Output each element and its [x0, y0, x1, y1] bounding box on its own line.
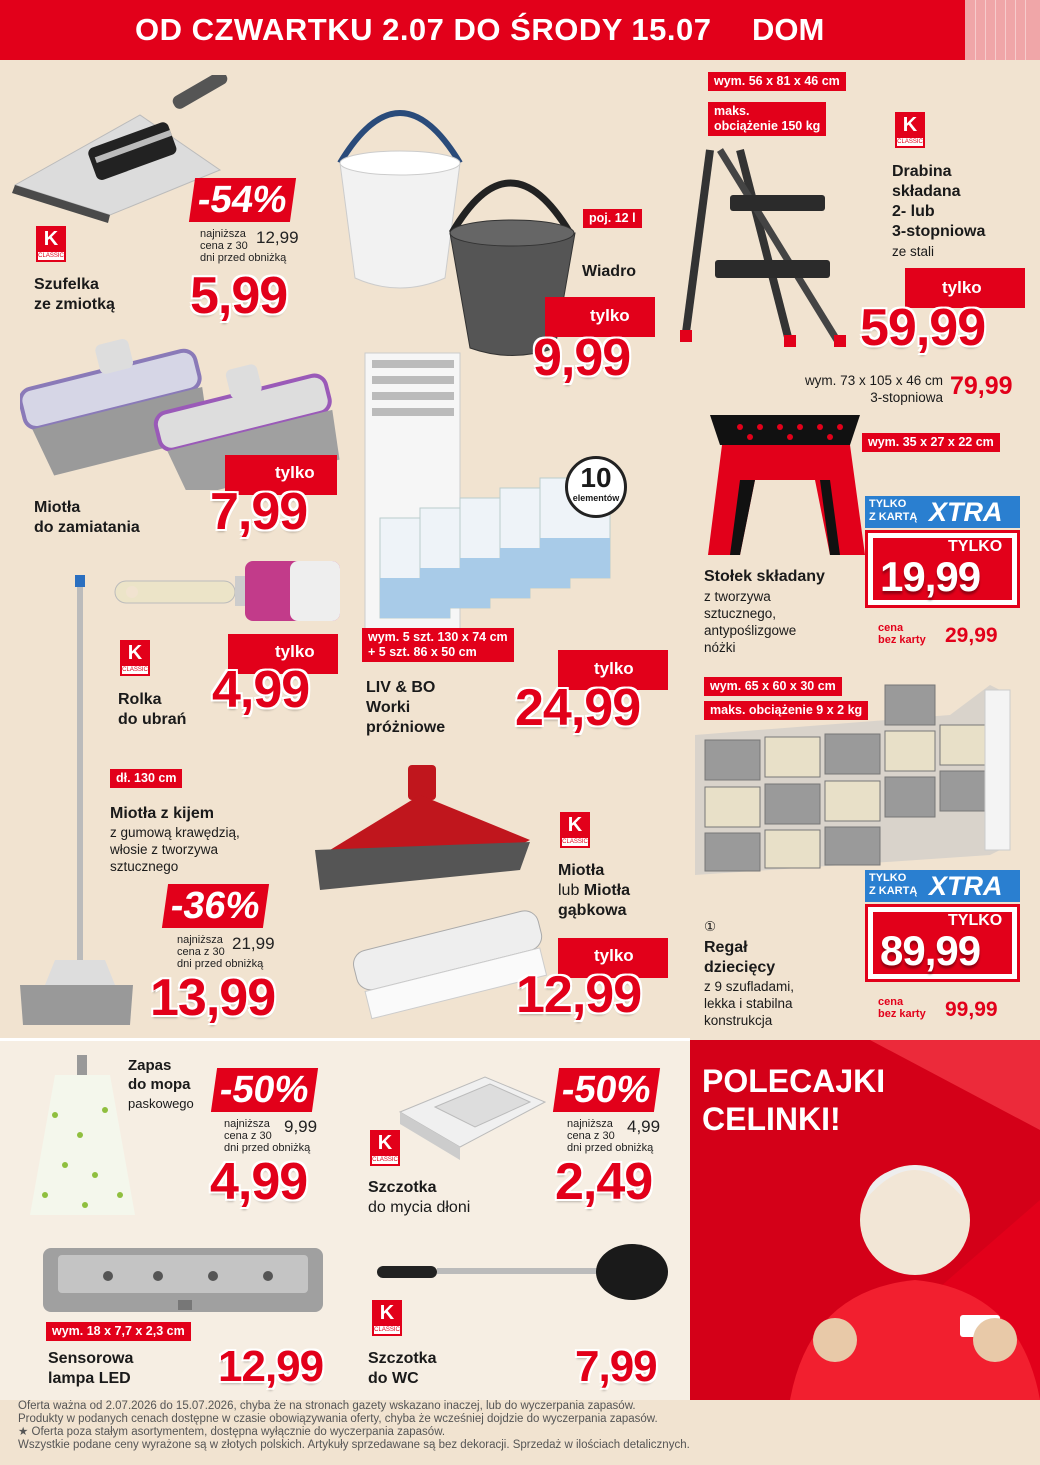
sponge-broom-name: Miotła lub Miotła gąbkowa	[558, 862, 631, 919]
sponge-broom-price: 12,99	[516, 966, 642, 1024]
led-dimensions-tag: wym. 18 x 7,7 x 2,3 cm	[46, 1322, 191, 1341]
led-price: 12,99	[218, 1342, 324, 1391]
wc-brush-price: 7,99	[575, 1342, 657, 1391]
broom-stick-lowest-price: 21,99	[232, 934, 275, 953]
wc-brush-image	[372, 1240, 672, 1310]
footer-line: Oferta ważna od 2.07.2026 do 15.07.2026, chyba że na stronach gazety wskazano inaczej, lub do wyczerpania zapasów.	[18, 1400, 636, 1412]
shelf-xtra-banner: TYLKO Z KARTĄ XTRA	[865, 870, 1020, 902]
ladder-dimensions-tag: wym. 56 x 81 x 46 cm	[708, 72, 846, 91]
k-classic-logo: K CLASSIC	[560, 812, 590, 848]
dustpan-lowest-price: 12,99	[256, 228, 299, 247]
broom-stick-lowest-label: najniższa cena z 30 dni przed obniżką	[177, 934, 264, 970]
shelf-no-card-price: 99,99	[945, 998, 998, 1021]
shelf-note-marker: ①	[704, 919, 717, 934]
ladder-name: Drabina składana 2- lub 3-stopniowa	[892, 163, 986, 240]
promo-title: POLECAJKI CELINKI!	[702, 1063, 886, 1137]
broom-stick-name: Miotła z kijem	[110, 805, 215, 822]
broom-stick-discount-badge: -36%	[162, 884, 269, 928]
lint-roller-price: 4,99	[212, 661, 310, 719]
stool-xtra-banner: TYLKO Z KARTĄ XTRA	[865, 496, 1020, 528]
stool-dimensions-tag: wym. 35 x 27 x 22 cm	[862, 433, 1000, 452]
bucket-name: Wiadro	[582, 263, 637, 280]
led-name: Sensorowa lampa LED	[48, 1350, 134, 1387]
dustpan-name: Szufelka ze zmiotką	[34, 276, 115, 313]
broom-stick-length-tag: dł. 130 cm	[110, 769, 182, 788]
broom-name: Miotła do zamiatania	[34, 499, 140, 536]
stool-no-card-price: 29,99	[945, 624, 998, 647]
shelf-no-card-label: cena bez karty	[878, 996, 926, 1020]
mop-discount-badge: -50%	[211, 1068, 318, 1112]
shelf-price: 89,99	[880, 927, 981, 974]
mop-image	[25, 1055, 140, 1225]
ladder-price: 59,99	[860, 299, 986, 357]
header-page-tabs	[965, 0, 1040, 60]
vacuum-bags-dimensions-tag: wym. 5 szt. 130 x 74 cm + 5 szt. 86 x 50 cm	[362, 628, 514, 662]
sponge-broom-tylko-label: tylko	[594, 946, 634, 965]
footer-line: ★ Oferta poza stałym asortymentem, dostępna wyłącznie do wyczerpania zapasów.	[18, 1426, 446, 1438]
stool-no-card-label: cena bez karty	[878, 622, 926, 646]
bucket-capacity-tag: poj. 12 l	[583, 209, 642, 228]
k-classic-logo: K CLASSIC	[895, 112, 925, 148]
shelf-tylko-label: TYLKO	[948, 912, 1003, 929]
header-section: DOM	[752, 12, 825, 47]
shelf-name: Regał dziecięcy	[704, 939, 776, 976]
mop-name: Zapas do mopa paskowego	[128, 1057, 194, 1111]
wc-brush-name: Szczotka do WC	[368, 1350, 437, 1387]
stool-image	[700, 405, 870, 565]
shelf-load-tag: maks. obciążenie 9 x 2 kg	[704, 701, 868, 720]
k-classic-logo: K CLASSIC	[370, 1130, 400, 1166]
hand-brush-lowest-price: 4,99	[627, 1117, 661, 1136]
footer-notes	[18, 1400, 1018, 1452]
hand-brush-image	[395, 1072, 555, 1162]
mop-price: 4,99	[210, 1153, 308, 1211]
shelf-dimensions-tag: wym. 65 x 60 x 30 cm	[704, 677, 842, 696]
hand-brush-price: 2,49	[555, 1153, 653, 1211]
promo-panel	[690, 1040, 1040, 1400]
shelf-desc: z 9 szufladami, lekka i stabilna konstrukcja	[704, 979, 795, 1028]
broom-price: 7,99	[210, 483, 308, 541]
dustpan-discount-badge: -54%	[189, 178, 296, 222]
led-lamp-image	[38, 1240, 328, 1320]
broom-stick-desc: z gumową krawędzią, włosie z tworzywa sztucznego	[110, 825, 240, 874]
ladder-alt-dim: wym. 73 x 105 x 46 cm 3-stopniowa	[804, 373, 943, 405]
lint-roller-name: Rolka do ubrań	[118, 691, 187, 728]
lint-roller-tylko-label: tylko	[275, 642, 315, 661]
dustpan-price: 5,99	[190, 267, 288, 325]
vacuum-bags-tylko-label: tylko	[594, 659, 634, 678]
hand-brush-lowest-label: najniższa cena z 30 dni przed obniżką	[567, 1118, 654, 1154]
vacuum-bags-price: 24,99	[515, 679, 641, 737]
bucket-tylko-label: tylko	[590, 306, 630, 325]
stool-price: 19,99	[880, 553, 981, 600]
broom-stick-price: 13,99	[150, 969, 276, 1027]
stool-tylko-label: TYLKO	[948, 538, 1003, 555]
vacuum-bags-name: LIV & BO Worki próżniowe	[366, 679, 446, 736]
footer-line: Produkty w podanych cenach dostępne w czasie obowiązywania oferty, chyba że wcześniej dojdzie do wyczerpania zapasów.	[18, 1413, 658, 1425]
stool-name: Stołek składany	[704, 568, 825, 585]
dustpan-lowest-label: najniższa cena z 30 dni przed obniżką	[200, 228, 287, 264]
vacuum-bags-count-badge: 10 elementów	[565, 456, 627, 518]
k-classic-logo: K CLASSIC	[372, 1300, 402, 1336]
ladder-tylko-label: tylko	[942, 278, 982, 297]
stool-desc: z tworzywa sztucznego, antypoślizgowe nóżki	[704, 589, 797, 655]
bucket-price: 9,99	[533, 329, 631, 387]
header-title: OD CZWARTKU 2.07 DO ŚRODY 15.07	[135, 12, 712, 47]
section-divider	[0, 1038, 690, 1041]
k-classic-logo: K CLASSIC	[36, 226, 66, 262]
k-classic-logo: K CLASSIC	[120, 640, 150, 676]
lint-roller-image	[110, 556, 350, 626]
hand-brush-discount-badge: -50%	[553, 1068, 660, 1112]
broom-stick-image	[15, 575, 135, 1030]
mop-lowest-label: najniższa cena z 30 dni przed obniżką	[224, 1118, 311, 1154]
ladder-image	[680, 140, 860, 355]
ladder-load-tag: maks. obciążenie 150 kg	[708, 102, 826, 136]
footer-line: Wszystkie podane ceny wyrażone są w złotych polskich. Artykuły sprzedawane są bez dekoracji. Sprzedaż w ilościach detalicznych.	[18, 1439, 690, 1451]
ladder-desc: ze stali	[892, 244, 935, 259]
broom-tylko-label: tylko	[275, 463, 315, 482]
ladder-alt-price: 79,99	[950, 372, 1013, 400]
shelf-image	[690, 665, 1020, 880]
mop-lowest-price: 9,99	[284, 1117, 318, 1136]
hand-brush-name: Szczotka do mycia dłoni	[368, 1179, 471, 1216]
